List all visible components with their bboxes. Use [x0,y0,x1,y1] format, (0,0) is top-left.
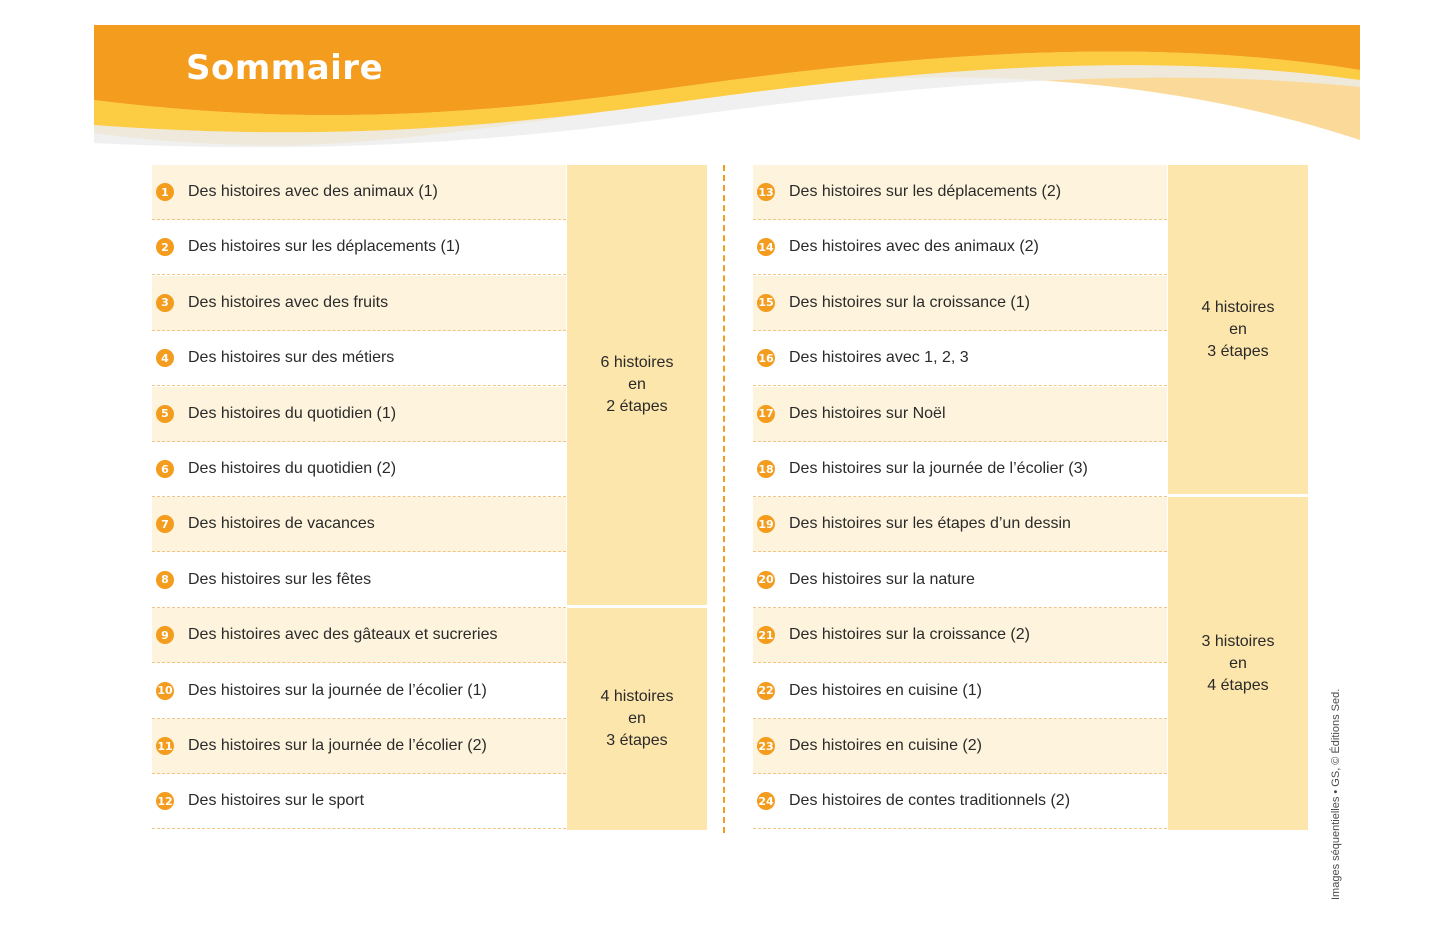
list-item-label: Des histoires sur la journée de l’écolier (3) [789,460,1088,477]
number-badge: 23 [757,737,775,755]
list-item-label: Des histoires sur Noël [789,404,946,422]
number-badge: 10 [156,682,174,700]
number-badge: 14 [757,238,775,256]
copyright-credit: Images séquentielles • GS, © Éditions Sed. [1330,688,1342,900]
list-item [753,387,1167,442]
group-summary-text: en [628,709,646,727]
list-item [753,442,1167,497]
list-item-label: Des histoires sur la journée de l’écolier (2) [188,737,487,754]
list-item [753,165,1167,220]
list-item [152,608,566,663]
group-summary-text: en [628,376,646,394]
list-item-label: Des histoires avec des animaux (2) [789,238,1039,256]
number-badge: 4 [156,349,174,367]
list-item-label: Des histoires sur les étapes d’un dessin [789,515,1071,533]
group-summary [567,608,707,830]
list-item [753,220,1167,275]
group-summary-text: en [1229,320,1247,338]
group-summary-text: 4 étapes [1207,676,1269,694]
list-item-label: Des histoires du quotidien (1) [188,404,397,422]
number-badge: 5 [156,405,174,423]
list-item [753,497,1167,552]
list-item [753,276,1167,331]
page-title: Sommaire [186,48,384,88]
number-badge: 8 [156,571,174,589]
group-summary [567,165,707,605]
header-banner [94,25,1360,155]
list-item-label: Des histoires du quotidien (2) [188,460,397,477]
group-summary-text: 4 histoires [600,687,674,705]
list-item-label: Des histoires sur la nature [789,570,975,588]
group-summary-text: 3 étapes [606,731,668,749]
list-item [152,165,566,220]
number-badge: 9 [156,626,174,644]
list-item [152,220,566,275]
list-item-label: Des histoires de contes traditionnels (2) [789,792,1071,810]
number-badge: 12 [156,792,174,810]
number-badge: 18 [757,460,775,478]
number-badge: 15 [757,294,775,312]
group-summary [1168,497,1308,829]
list-item-label: Des histoires sur la journée de l’écolier (1) [188,681,487,699]
group-summary [1168,165,1308,494]
number-badge: 20 [757,571,775,589]
group-summary-text: 2 étapes [606,398,668,416]
list-item [753,608,1167,663]
number-badge: 3 [156,294,174,312]
group-summary-text: 3 histoires [1201,632,1275,650]
number-badge: 11 [156,737,174,755]
number-badge: 16 [757,349,775,367]
list-item [152,442,566,497]
number-badge: 1 [156,183,174,201]
list-item-label: Des histoires en cuisine (2) [789,737,982,754]
list-item-label: Des histoires avec des gâteaux et sucreries [188,626,498,644]
list-item-label: Des histoires sur la croissance (1) [789,293,1030,311]
list-item [152,331,566,386]
number-badge: 2 [156,238,174,256]
list-item-label: Des histoires sur le sport [188,792,365,810]
list-item [152,664,566,719]
list-item-label: Des histoires en cuisine (1) [789,681,982,699]
list-item-label: Des histoires sur des métiers [188,349,395,367]
number-badge: 13 [757,183,775,201]
number-badge: 24 [757,792,775,810]
list-item [152,774,566,829]
list-item [753,331,1167,386]
list-item-label: Des histoires sur les déplacements (1) [188,238,461,256]
number-badge: 17 [757,405,775,423]
list-item [753,774,1167,829]
list-item [152,276,566,331]
number-badge: 19 [757,515,775,533]
number-badge: 21 [757,626,775,644]
number-badge: 6 [156,460,174,478]
list-item [753,553,1167,608]
list-item [152,553,566,608]
list-item [753,664,1167,719]
column-divider [723,165,725,833]
group-summary-text: 3 étapes [1207,342,1269,360]
list-item-label: Des histoires avec des fruits [188,293,389,311]
list-item [152,719,566,774]
number-badge: 7 [156,515,174,533]
group-summary-text: en [1229,654,1247,672]
list-item-label: Des histoires sur les fêtes [188,570,372,588]
group-summary-text: 4 histoires [1201,298,1275,316]
list-item [152,497,566,552]
list-item-label: Des histoires avec 1, 2, 3 [789,349,969,367]
list-item-label: Des histoires de vacances [188,515,375,533]
list-item-label: Des histoires sur les déplacements (2) [789,183,1062,200]
list-item [753,719,1167,774]
list-item-label: Des histoires avec des animaux (1) [188,183,438,200]
group-summary-text: 6 histoires [600,354,674,372]
number-badge: 22 [757,682,775,700]
list-item [152,387,566,442]
list-item-label: Des histoires sur la croissance (2) [789,626,1030,644]
